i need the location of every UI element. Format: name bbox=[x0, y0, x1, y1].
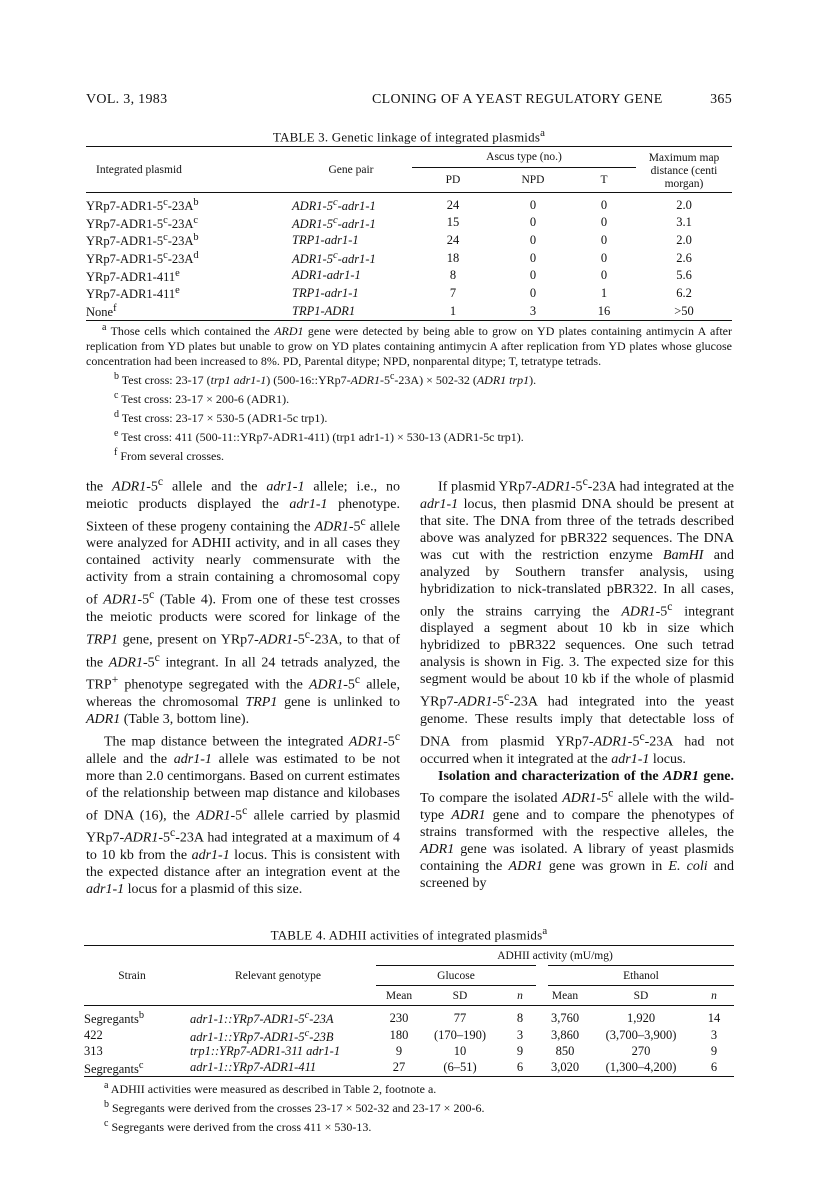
col-header-map: Maximum map distance (centi morgan) bbox=[648, 152, 720, 190]
cell-ethanol-mean: 3,020 bbox=[550, 1060, 580, 1075]
cell-glucose-sd: 10 bbox=[453, 1044, 467, 1059]
cell-ethanol-n: 9 bbox=[710, 1044, 718, 1059]
cell-t: 0 bbox=[600, 268, 608, 283]
cell-ethanol-mean: 3,760 bbox=[550, 1010, 580, 1025]
footnote-b: $^b$ Test cross: 23-17 (trp1 adr1-1) $(500-16::YRp7-ADR1-5^c-23A) \times 502-32$ (ADR1 trp1). bbox=[114, 371, 537, 387]
cell-glucose-mean: 180 bbox=[389, 1028, 409, 1043]
cell-glucose-mean: 27 bbox=[392, 1060, 406, 1075]
cell-plasmid: YRp7-ADR1-411e bbox=[86, 267, 180, 284]
paragraph-right-2: Isolation and characterization of the ADR1 gene. To compare the isolated ADR1-5$^c$ allele with the wild-type ADR1 gene and to compare the phenotypes of strains transformed with the respective alleles, the ADR1 gene was isolated. A library of yeast plasmids containing the ADR1 gene was grown in E. coli and screened by bbox=[420, 768, 735, 892]
body-column-right bbox=[420, 473, 734, 892]
cell-glucose-n: 6 bbox=[516, 1060, 524, 1075]
paragraph-left-2: The map distance between the integrated ADR1-5$^c$ allele and the adr1-1 allele was estimated to be not more than 2.0 centimorgans. Based on current estimates of the relationship between map distance and kilobases of DNA (16), the ADR1-5$^c$ allele carried by plasmid YRp7-ADR1-5$^c$-23A had integrated at a maximum of 4 to 10 kb from the adr1-1 locus. This is consistent with the expected distance after an integration event at the adr1-1 locus for a plasmid of this size. bbox=[86, 729, 400, 897]
cell-glucose-n: 9 bbox=[516, 1044, 524, 1059]
table4-footnote-b: $^b$ Segregants were derived from the crosses 23-17 × 502-32 and 23-17 × 200-6. bbox=[104, 1099, 485, 1115]
col-header-g-mean: Mean bbox=[385, 989, 413, 1002]
table-row bbox=[86, 193, 732, 214]
cell-npd: 0 bbox=[529, 268, 537, 283]
col-header-strain: Strain bbox=[118, 969, 146, 982]
cell-gene-pair: ADR1-5$^c$-adr1-1 bbox=[292, 214, 376, 231]
cell-plasmid: $YRp7-ADR1-5^c-23A^b$ bbox=[86, 232, 199, 249]
table4-footnote-c: $^c$ Segregants were derived from the cross 411 × 530-13. bbox=[104, 1118, 372, 1134]
table-row bbox=[86, 284, 732, 302]
table-row bbox=[84, 1059, 734, 1077]
cell-t: 16 bbox=[597, 303, 611, 318]
cell-pd: 1 bbox=[449, 303, 457, 318]
col-header-g-n: n bbox=[517, 989, 523, 1002]
cell-glucose-mean: 9 bbox=[395, 1044, 403, 1059]
cell-plasmid: $YRp7-ADR1-5^c-23A^d$ bbox=[86, 249, 199, 267]
cell-map: 3.1 bbox=[676, 215, 692, 230]
cell-genotype: trp1::YRp7-ADR1-311 adr1-1 bbox=[190, 1044, 341, 1059]
cell-map: 2.6 bbox=[676, 250, 692, 265]
table-row bbox=[86, 231, 732, 249]
cell-glucose-mean: 230 bbox=[389, 1010, 409, 1025]
table4 bbox=[84, 945, 734, 1077]
col-header-e-n: n bbox=[711, 989, 717, 1002]
col-header-npd: NPD bbox=[521, 174, 545, 186]
col-header-t: T bbox=[600, 174, 608, 186]
cell-gene-pair: ADR1-5$^c$-adr1-1 bbox=[292, 197, 376, 214]
cell-glucose-sd: 77 bbox=[453, 1010, 467, 1025]
cell-t: 0 bbox=[600, 250, 608, 265]
cell-plasmid: YRp7-ADR1-411e bbox=[86, 285, 180, 302]
table-row bbox=[84, 1006, 734, 1027]
cell-genotype: adr1-1::YRp7-ADR1-5$^c$-23A bbox=[190, 1010, 334, 1027]
table3-caption: TABLE 3. Genetic linkage of integrated plasmids$^a$ bbox=[272, 127, 546, 145]
footnote-f: $^f$ From several crosses. bbox=[114, 447, 224, 463]
section-heading: Isolation and characterization of the ADR1 gene. bbox=[438, 768, 735, 784]
cell-ethanol-n: 14 bbox=[707, 1010, 721, 1025]
col-header-g-sd: SD bbox=[452, 989, 468, 1002]
cell-map: >50 bbox=[674, 303, 694, 318]
cell-gene-pair: ADR1-5$^c$-adr1-1 bbox=[292, 249, 376, 267]
footnote-d: $^d$ Test cross: 23-17 × 530-5 (ADR1-5c trp1). bbox=[114, 409, 328, 425]
cell-glucose-n: 8 bbox=[516, 1010, 524, 1025]
cell-strain: Segregants$^c$ bbox=[84, 1059, 144, 1076]
cell-pd: 24 bbox=[446, 232, 460, 247]
cell-map: 2.0 bbox=[676, 232, 692, 247]
table3-footnotes bbox=[86, 320, 732, 464]
cell-plasmid: None$^f$ bbox=[86, 302, 117, 320]
cell-ethanol-mean: 3,860 bbox=[550, 1028, 580, 1043]
running-header bbox=[86, 92, 732, 112]
table3 bbox=[86, 146, 732, 321]
cell-ethanol-sd: 270 bbox=[631, 1044, 651, 1059]
volume-label: VOL. 3, 1983 bbox=[86, 92, 168, 107]
table-row bbox=[86, 249, 732, 267]
cell-ethanol-sd: 1,920 bbox=[626, 1010, 656, 1025]
col-header-glucose: Glucose bbox=[376, 966, 542, 986]
running-title: CLONING OF A YEAST REGULATORY GENE bbox=[372, 92, 663, 107]
page-number: 365 bbox=[710, 92, 732, 107]
paragraph-left-1: the ADR1-5$^c$ allele and the adr1-1 allele; i.e., no meiotic products displayed the adr1-1 phenotype. Sixteen of these progeny containing the ADR1-5$^c$ allele were analyzed for ADHII activity, and in all cases they contained activity nearly commensurate with the activity from a strain containing a chromosomal copy of ADR1-5$^c$ (Table 4). From one of these test crosses the meiotic products were scored for linkage of the TRP1 gene, present on YRp7-ADR1-5$^c$-23A, to that of the ADR1-5$^c$ integrant. In all 24 tetrads analyzed, the TRP+ phenotype segregated with the ADR1-5$^c$ allele, whereas the chromosomal TRP1 gene is unlinked to ADR1 (Table 3, bottom line). bbox=[86, 475, 401, 727]
cell-strain: 422 bbox=[84, 1028, 103, 1043]
cell-npd: 3 bbox=[529, 303, 537, 318]
cell-glucose-n: 3 bbox=[516, 1028, 524, 1043]
cell-ethanol-sd: (3,700–3,900) bbox=[605, 1028, 677, 1043]
cell-gene-pair: TRP1-adr1-1 bbox=[292, 285, 359, 300]
paragraph-right-1: If plasmid YRp7-ADR1-5$^c$-23A had integrated at the adr1-1 locus, then plasmid DNA should be present at that site. The DNA from three of the tetrads described above was analyzed for pBR322 sequences. The DNA was cut with the restriction enzyme BamHI and analyzed by Southern transfer analysis, using hybridization to nick-translated pBR322. In all cases, only the strains carrying the ADR1-5$^c$ integrant displayed a segment about 10 kb in size which hybridized to pBR322 sequences. One such tetrad analysis is shown in Fig. 3. The expected size for this segment would be about 10 kb if the whole of plasmid YRp7-ADR1-5$^c$-23A had integrated into the yeast genome. These results imply that detectable loss of DNA from plasmid YRp7-ADR1-5$^c$-23A had not occurred when it integrated at the adr1-1 locus. bbox=[420, 475, 734, 767]
col-header-pd: PD bbox=[445, 174, 461, 186]
cell-t: 0 bbox=[600, 232, 608, 247]
cell-pd: 8 bbox=[449, 268, 457, 283]
cell-genotype: adr1-1::YRp7-ADR1-411 bbox=[190, 1060, 317, 1075]
col-header-e-sd: SD bbox=[633, 989, 649, 1002]
table-row bbox=[84, 1027, 734, 1045]
cell-pd: 18 bbox=[446, 250, 460, 265]
cell-map: 6.2 bbox=[676, 285, 692, 300]
cell-npd: 0 bbox=[529, 215, 537, 230]
table-row bbox=[86, 214, 732, 232]
cell-plasmid: $YRp7-ADR1-5^c-23A^c$ bbox=[86, 214, 199, 231]
cell-gene-pair: TRP1-ADR1 bbox=[292, 303, 356, 318]
table4-footnotes bbox=[104, 1078, 734, 1135]
footnote-c: $^c$ Test cross: 23-17 × 200-6 (ADR1). bbox=[114, 390, 290, 406]
cell-genotype: adr1-1::YRp7-ADR1-5$^c$-23B bbox=[190, 1027, 334, 1044]
cell-strain: 313 bbox=[84, 1044, 103, 1059]
col-header-ascus: Ascus type (no.) bbox=[412, 147, 636, 168]
col-header-plasmid: Integrated plasmid bbox=[96, 163, 182, 176]
cell-gene-pair: TRP1-adr1-1 bbox=[292, 232, 359, 247]
table4-footnote-a: $^a$ ADHII activities were measured as described in Table 2, footnote a. bbox=[104, 1080, 437, 1096]
table-row bbox=[86, 302, 732, 320]
cell-strain: Segregants$^b$ bbox=[84, 1010, 145, 1027]
cell-npd: 0 bbox=[529, 285, 537, 300]
cell-plasmid: $YRp7-ADR1-5^c-23A^b$ bbox=[86, 197, 199, 214]
cell-ethanol-sd: (1,300–4,200) bbox=[605, 1060, 677, 1075]
cell-pd: 7 bbox=[449, 285, 457, 300]
col-header-genotype: Relevant genotype bbox=[235, 969, 321, 982]
footnote-e: $^e$ Test cross: 411 (500-11::YRp7-ADR1-411) (trp1 adr1-1) × 530-13 (ADR1-5c trp1). bbox=[114, 428, 524, 444]
cell-pd: 15 bbox=[446, 215, 460, 230]
cell-ethanol-n: 3 bbox=[710, 1028, 718, 1043]
cell-npd: 0 bbox=[529, 197, 537, 212]
cell-t: 0 bbox=[600, 215, 608, 230]
cell-npd: 0 bbox=[529, 232, 537, 247]
cell-ethanol-n: 6 bbox=[710, 1060, 718, 1075]
cell-glucose-sd: (6–51) bbox=[443, 1060, 477, 1075]
cell-t: 1 bbox=[600, 285, 608, 300]
col-header-e-mean: Mean bbox=[551, 989, 579, 1002]
col-header-gene-pair: Gene pair bbox=[328, 163, 374, 176]
col-header-ethanol: Ethanol bbox=[542, 966, 734, 986]
cell-glucose-sd: (170–190) bbox=[433, 1028, 487, 1043]
cell-t: 0 bbox=[600, 197, 608, 212]
col-header-activity: ADHII activity (mU/mg) bbox=[376, 946, 734, 966]
table-row bbox=[84, 1044, 734, 1059]
cell-pd: 24 bbox=[446, 197, 460, 212]
cell-map: 5.6 bbox=[676, 268, 692, 283]
cell-npd: 0 bbox=[529, 250, 537, 265]
cell-ethanol-mean: 850 bbox=[555, 1044, 575, 1059]
body-column-left bbox=[86, 473, 400, 898]
table-row bbox=[86, 267, 732, 285]
cell-gene-pair: ADR1-adr1-1 bbox=[292, 268, 361, 283]
footnote-a: $^a$ Those cells which contained the ARD1 gene were detected by being able to grow on YD plates containing antimycin A after replication from YD plates but unable to grow on YD plates containing antimycin A after replication from YD plates whose glucose concentration had been increased to 8%. PD, Parental ditype; NPD, nonparental ditype; T, tetratype tetrads. bbox=[86, 322, 733, 368]
table4-caption: TABLE 4. ADHII activities of integrated plasmids$^a$ bbox=[270, 925, 548, 943]
cell-map: 2.0 bbox=[676, 197, 692, 212]
